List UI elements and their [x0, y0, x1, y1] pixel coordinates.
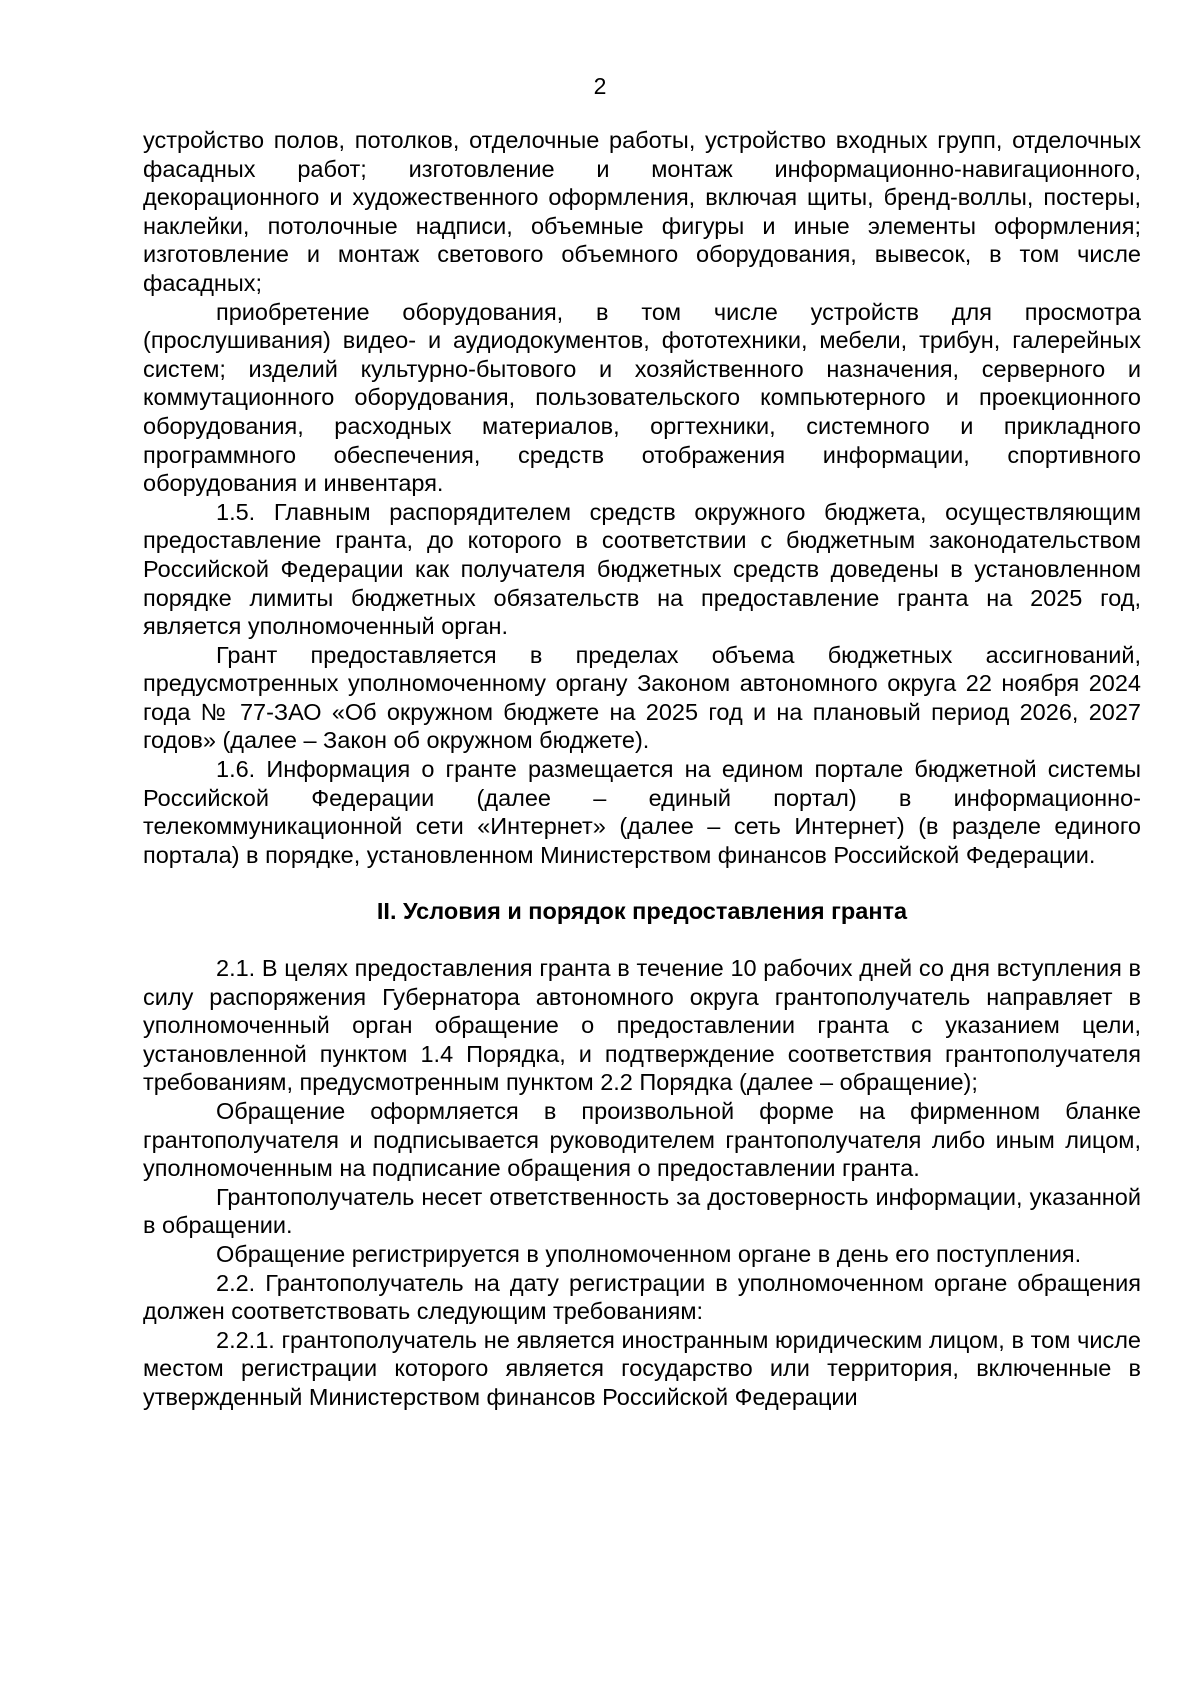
paragraph-application-form: Обращение оформляется в произвольной форме на фирменном бланке грантополучателя и подписывается руководителем грантополучателя либо иным лицом, уполномоченным на подписание обращения о предоставлении гранта. [143, 1098, 1141, 1182]
paragraph-renovation-works: устройство полов, потолков, отделочные работы, устройство входных групп, отделочных фасадных работ; изготовление и монтаж информационно-навигационного, декорационного и художественного оформления, включая щиты, бренд-воллы, постеры, наклейки, потолочные надписи, объемные фигуры и иные элементы оформления; изготовление и монтаж светового объемного оборудования, вывесок, в том числе фасадных; [143, 127, 1141, 296]
paragraph-grant-budget: Грант предоставляется в пределах объема бюджетных ассигнований, предусмотренных уполномоченному органу Законом автономного округа 22 ноября 2024 года № 77-ЗАО «Об окружном бюджете на 2025 год и на плановый период 2026, 2027 годов» (далее – Закон об окружном бюджете). [143, 641, 1141, 754]
paragraph-responsibility: Грантополучатель несет ответственность за достоверность информации, указанной в обращении. [143, 1183, 1141, 1239]
page-number: 2 [593, 73, 607, 99]
paragraph-2-2-1: 2.2.1. грантополучатель не является иностранным юридическим лицом, в том числе местом регистрации которого является государство или территория, включенные в утвержденный Министерством финансов Российской Федерации [143, 1326, 1141, 1410]
document-body [143, 126, 1141, 1412]
paragraph-equipment-purchase: приобретение оборудования, в том числе устройств для просмотра (прослушивания) видео- и аудиодокументов, фототехники, мебели, трибун, галерейных систем; изделий культурно-бытового и хозяйственного назначения, серверного и коммутационного оборудования, пользовательского компьютерного и проекционного оборудования, расходных материалов, оргтехники, системного и прикладного программного обеспечения, средств отображения информации, спортивного оборудования и инвентаря. [143, 298, 1141, 497]
section-heading: II. Условия и порядок предоставления гранта [376, 898, 908, 925]
paragraph-registration: Обращение регистрируется в уполномоченном органе в день его поступления. [216, 1240, 1082, 1267]
paragraph-1-5: 1.5. Главным распорядителем средств окружного бюджета, осуществляющим предоставление гранта, до которого в соответствии с бюджетным законодательством Российской Федерации как получателя бюджетных средств доведены в установленном порядке лимиты бюджетных обязательств на предоставление гранта на 2025 год, является уполномоченный орган. [143, 498, 1141, 640]
paragraph-1-6: 1.6. Информация о гранте размещается на едином портале бюджетной системы Российской Федерации (далее – единый портал) в информационно-телекоммуникационной сети «Интернет» (далее – сеть Интернет) (в разделе единого портала) в порядке, установленном Министерством финансов Российской Федерации. [143, 756, 1141, 868]
paragraph-2-1: 2.1. В целях предоставления гранта в течение 10 рабочих дней со дня вступления в силу распоряжения Губернатора автономного округа грантополучатель направляет в уполномоченный орган обращение о предоставлении гранта с указанием цели, установленной пунктом 1.4 Порядка, и подтверждение соответствия грантополучателя требованиям, предусмотренным пунктом 2.2 Порядка (далее – обращение); [143, 955, 1141, 1096]
paragraph-2-2: 2.2. Грантополучатель на дату регистрации в уполномоченном органе обращения должен соответствовать следующим требованиям: [143, 1269, 1141, 1325]
